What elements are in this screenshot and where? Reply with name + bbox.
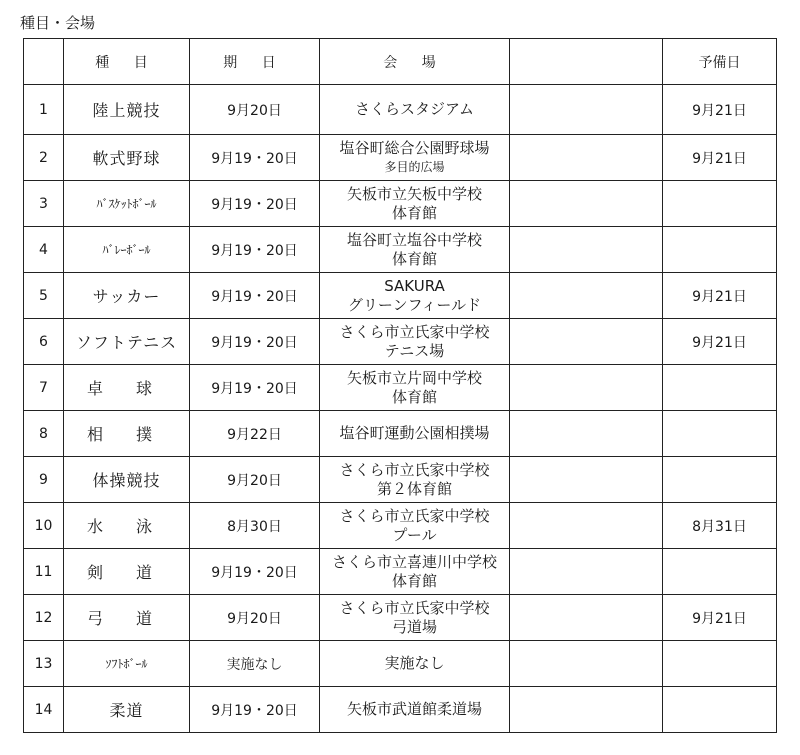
header-venue: 会 場 (320, 39, 510, 85)
header-number (24, 39, 64, 85)
table-body (24, 85, 777, 733)
venue-line: 塩谷町総合公園野球場 (339, 138, 490, 157)
venue-line: グリーンフィールド (347, 295, 482, 314)
document-title: 種目・会場 (20, 14, 96, 32)
reserve-date: 9月21日 (663, 85, 777, 135)
sport-name: 相 撲 (64, 411, 190, 457)
venue-line: 弓道場 (391, 617, 437, 636)
table-row (24, 227, 777, 273)
sport-name: ﾊﾞｽｹｯﾄﾎﾞｰﾙ (64, 181, 190, 227)
header-reserve: 予備日 (663, 39, 777, 85)
blank-cell (510, 319, 663, 365)
table-row (24, 365, 777, 411)
venue-line: SAKURA (384, 276, 445, 295)
blank-cell (510, 457, 663, 503)
venue-cell (320, 641, 510, 687)
venue-line: 体育館 (391, 387, 437, 406)
venue-cell (320, 503, 510, 549)
row-number: 1 (24, 85, 64, 135)
venue-cell (320, 273, 510, 319)
sport-name: 剣 道 (64, 549, 190, 595)
table-row (24, 457, 777, 503)
row-number: 8 (24, 411, 64, 457)
event-date: 9月19・20日 (190, 549, 320, 595)
venue-line: さくらスタジアム (355, 100, 474, 118)
reserve-date: 8月31日 (663, 503, 777, 549)
blank-cell (510, 273, 663, 319)
venue-line: 矢板市武道館柔道場 (346, 700, 482, 718)
row-number: 4 (24, 227, 64, 273)
blank-cell (510, 503, 663, 549)
table-row (24, 641, 777, 687)
blank-cell (510, 595, 663, 641)
venue-line: 多目的広場 (384, 159, 445, 174)
venue-line: テニス場 (384, 341, 445, 360)
event-date: 9月19・20日 (190, 227, 320, 273)
venue-line: 体育館 (391, 249, 437, 268)
sport-name: 体操競技 (64, 457, 190, 503)
venue-line: 体育館 (391, 203, 437, 222)
blank-cell (510, 365, 663, 411)
reserve-date (663, 411, 777, 457)
venue-cell (320, 365, 510, 411)
blank-cell (510, 85, 663, 135)
blank-cell (510, 227, 663, 273)
schedule-table (23, 38, 777, 733)
venue-line: 塩谷町立塩谷中学校 (346, 230, 482, 249)
table-row (24, 687, 777, 733)
reserve-date (663, 687, 777, 733)
reserve-date (663, 181, 777, 227)
venue-cell (320, 135, 510, 181)
event-date: 9月19・20日 (190, 135, 320, 181)
sport-name: 卓 球 (64, 365, 190, 411)
event-date: 9月20日 (190, 85, 320, 135)
event-date: 9月20日 (190, 457, 320, 503)
table-row (24, 85, 777, 135)
venue-line: さくら市立喜連川中学校 (331, 552, 497, 571)
venue-cell (320, 411, 510, 457)
venue-cell (320, 181, 510, 227)
reserve-date: 9月21日 (663, 273, 777, 319)
table-header-row (24, 39, 777, 85)
event-date: 9月19・20日 (190, 273, 320, 319)
venue-line: さくら市立氏家中学校 (339, 460, 490, 479)
venue-cell (320, 595, 510, 641)
reserve-date (663, 457, 777, 503)
reserve-date (663, 549, 777, 595)
table-row (24, 135, 777, 181)
sport-name: ｿﾌﾄﾎﾞｰﾙ (64, 641, 190, 687)
venue-line: 体育館 (391, 571, 437, 590)
venue-line: さくら市立氏家中学校 (339, 322, 490, 341)
reserve-date (663, 227, 777, 273)
venue-cell (320, 85, 510, 135)
venue-line: 矢板市立矢板中学校 (346, 184, 482, 203)
sport-name: 軟式野球 (64, 135, 190, 181)
venue-cell (320, 227, 510, 273)
reserve-date: 9月21日 (663, 135, 777, 181)
venue-line: 矢板市立片岡中学校 (346, 368, 482, 387)
venue-line: 実施なし (384, 654, 445, 672)
event-date: 9月19・20日 (190, 319, 320, 365)
venue-cell (320, 457, 510, 503)
venue-cell (320, 549, 510, 595)
row-number: 14 (24, 687, 64, 733)
row-number: 6 (24, 319, 64, 365)
table-row (24, 273, 777, 319)
blank-cell (510, 641, 663, 687)
row-number: 7 (24, 365, 64, 411)
row-number: 13 (24, 641, 64, 687)
venue-cell (320, 687, 510, 733)
blank-cell (510, 549, 663, 595)
header-sport: 種 目 (64, 39, 190, 85)
event-date: 9月19・20日 (190, 181, 320, 227)
sport-name: サッカー (64, 273, 190, 319)
event-date: 9月19・20日 (190, 687, 320, 733)
table-row (24, 411, 777, 457)
venue-cell (320, 319, 510, 365)
blank-cell (510, 411, 663, 457)
row-number: 11 (24, 549, 64, 595)
reserve-date: 9月21日 (663, 319, 777, 365)
event-date: 9月22日 (190, 411, 320, 457)
header-date: 期 日 (190, 39, 320, 85)
venue-line: 塩谷町運動公園相撲場 (339, 424, 490, 442)
row-number: 2 (24, 135, 64, 181)
event-date: 9月20日 (190, 595, 320, 641)
table-row (24, 503, 777, 549)
table-row (24, 549, 777, 595)
table-row (24, 595, 777, 641)
sport-name: 弓 道 (64, 595, 190, 641)
reserve-date: 9月21日 (663, 595, 777, 641)
venue-line: プール (392, 525, 437, 544)
sport-name: ﾊﾞﾚｰﾎﾞｰﾙ (64, 227, 190, 273)
sport-name: ソフトテニス (64, 319, 190, 365)
sport-name: 柔道 (64, 687, 190, 733)
sport-name: 陸上競技 (64, 85, 190, 135)
table-row (24, 319, 777, 365)
row-number: 10 (24, 503, 64, 549)
event-date: 実施なし (190, 641, 320, 687)
reserve-date (663, 641, 777, 687)
row-number: 9 (24, 457, 64, 503)
row-number: 3 (24, 181, 64, 227)
row-number: 5 (24, 273, 64, 319)
reserve-date (663, 365, 777, 411)
venue-line: 第２体育館 (376, 479, 452, 498)
table-row (24, 181, 777, 227)
row-number: 12 (24, 595, 64, 641)
venue-line: さくら市立氏家中学校 (339, 598, 490, 617)
event-date: 8月30日 (190, 503, 320, 549)
blank-cell (510, 181, 663, 227)
event-date: 9月19・20日 (190, 365, 320, 411)
sport-name: 水 泳 (64, 503, 190, 549)
blank-cell (510, 135, 663, 181)
header-blank (510, 39, 663, 85)
venue-line: さくら市立氏家中学校 (339, 506, 490, 525)
blank-cell (510, 687, 663, 733)
